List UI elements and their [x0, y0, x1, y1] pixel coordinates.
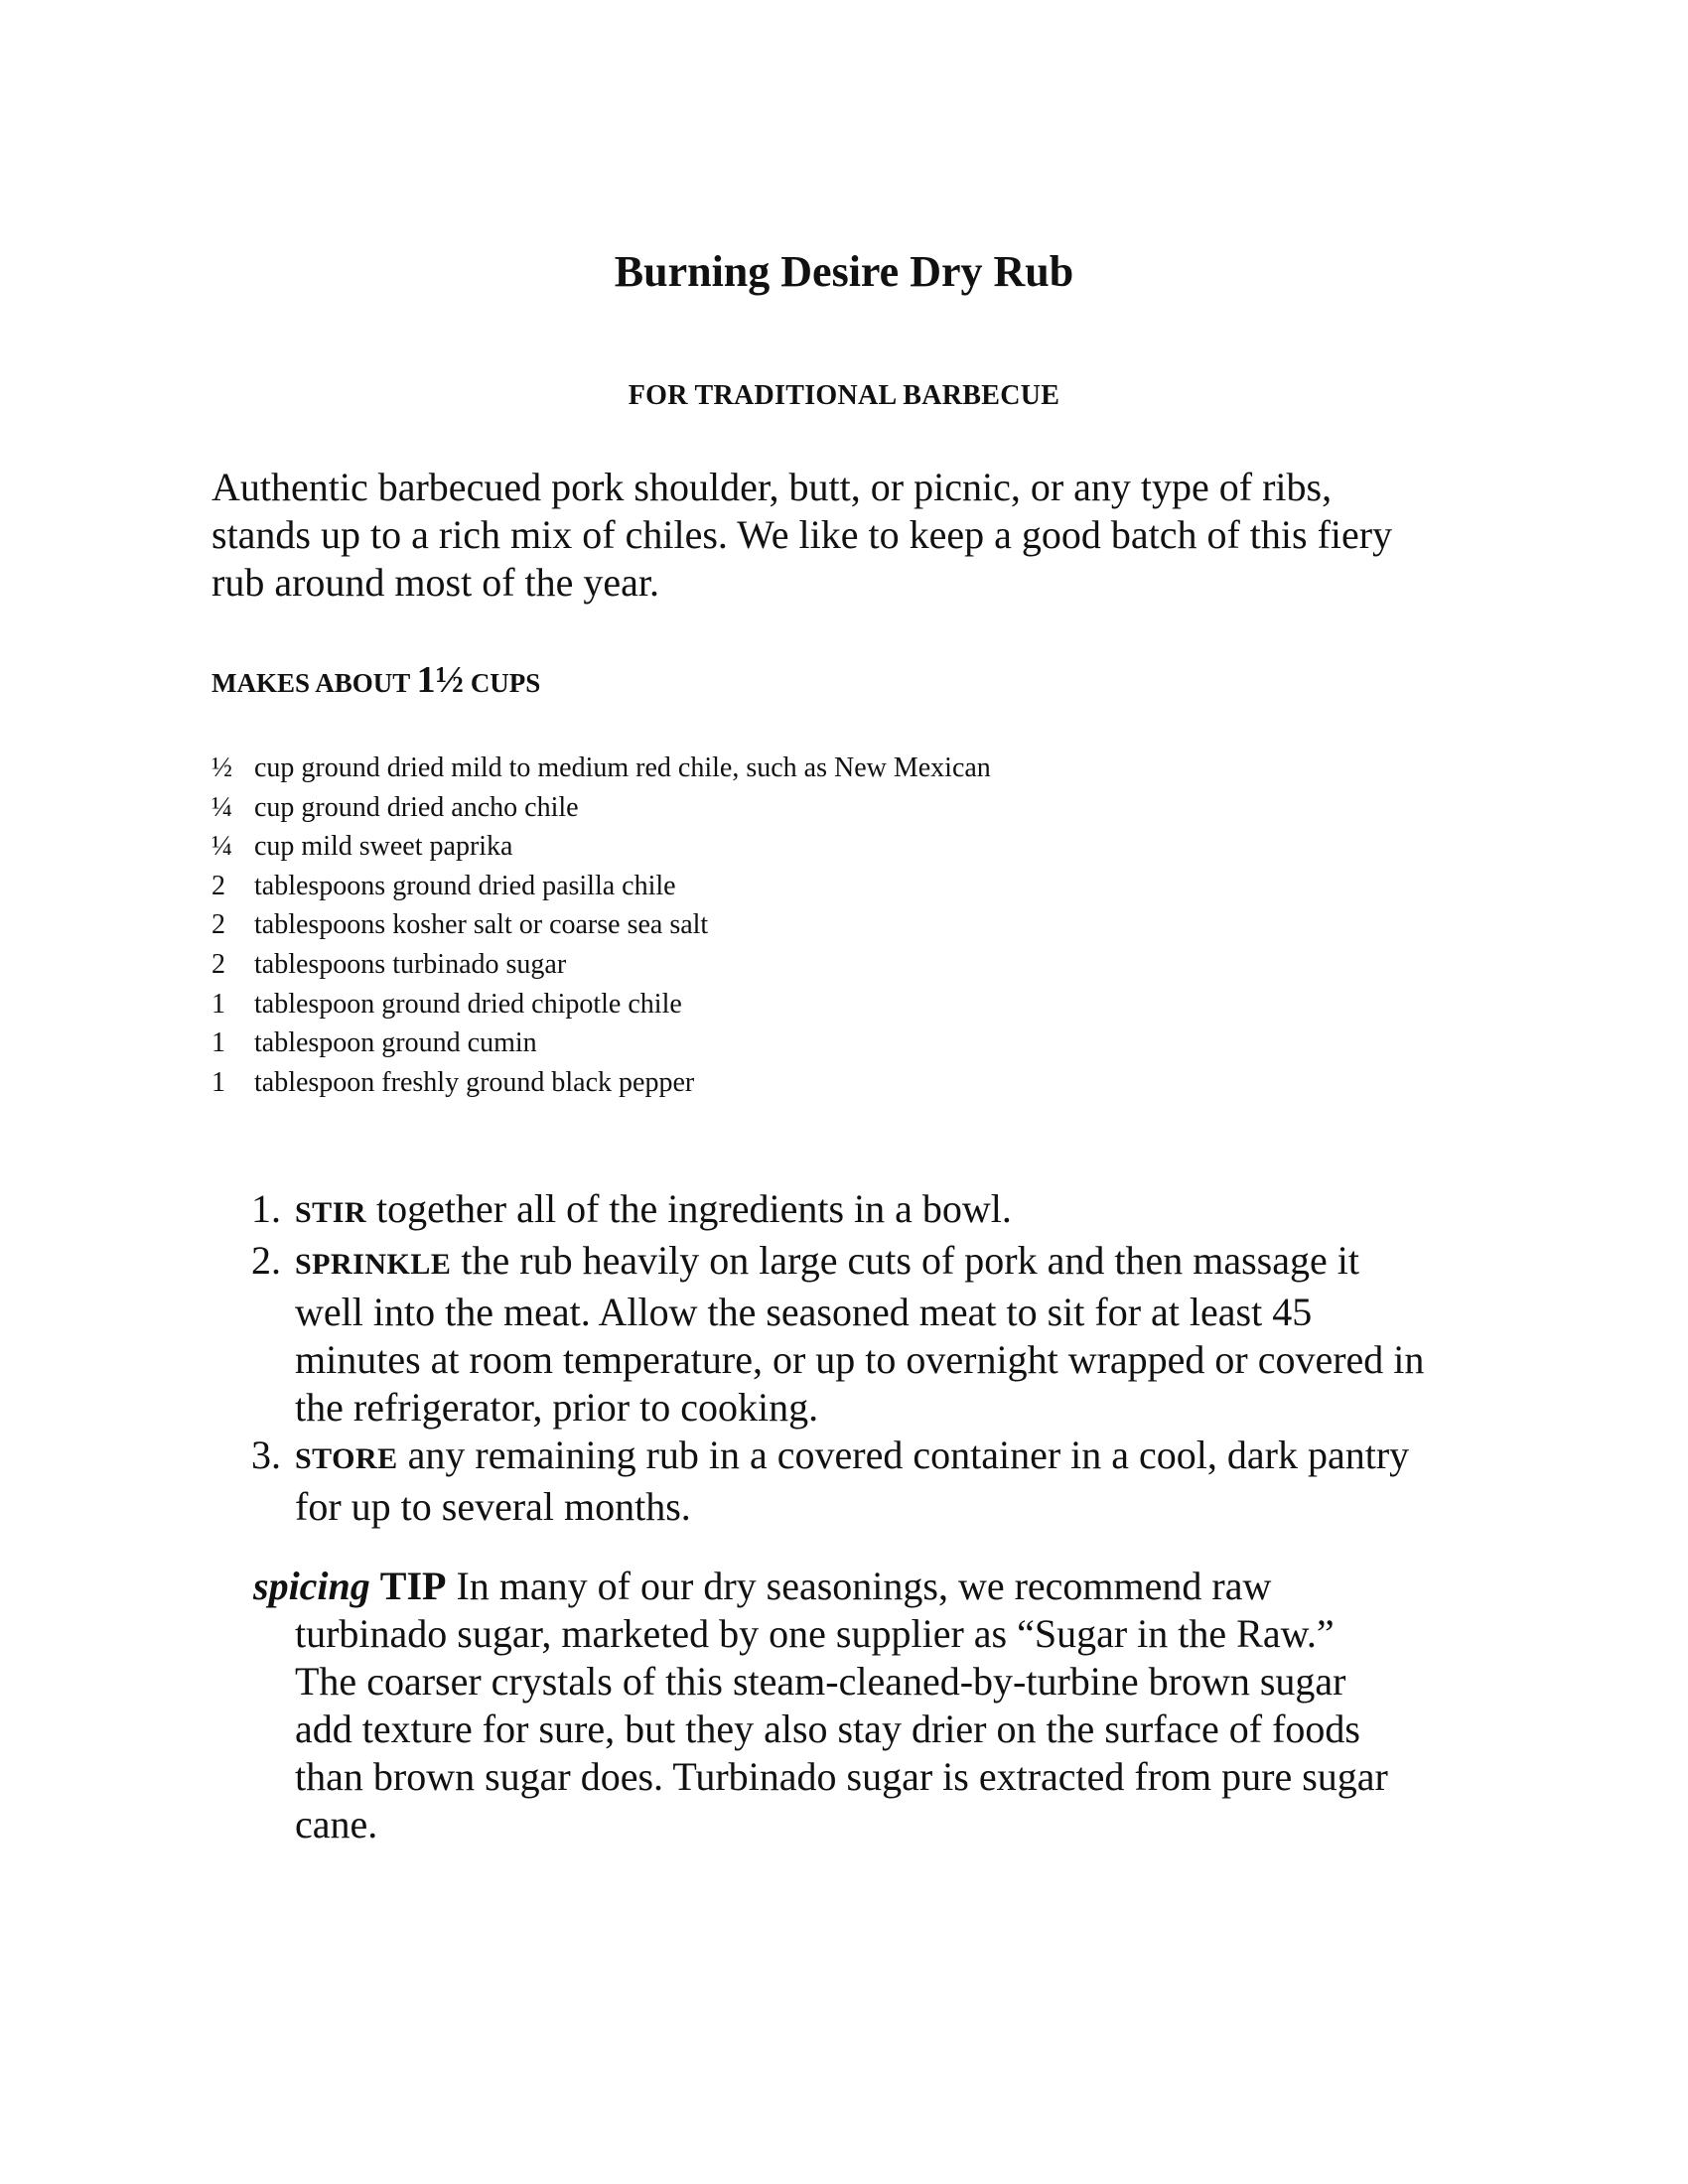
ingredient-item — [211, 1063, 991, 1103]
ingredient-qty: 2 — [211, 870, 225, 901]
ingredient-text: cup ground dried ancho chile — [254, 791, 579, 823]
ingredient-text: cup mild sweet paprika — [254, 831, 513, 863]
step-line — [295, 1432, 1409, 1483]
recipe-yield — [211, 658, 540, 705]
tip-word: spicing — [253, 1564, 370, 1608]
step-line — [295, 1185, 1012, 1237]
step-verb: SPRINKLE — [295, 1248, 452, 1281]
step-line: the refrigerator, prior to cooking. — [295, 1385, 819, 1430]
step-number: 3. — [251, 1433, 281, 1477]
yield-prefix: MAKES ABOUT — [211, 668, 410, 698]
step-text: together all of the ingredients in a bowl. — [376, 1186, 1012, 1231]
step-line — [295, 1237, 1424, 1289]
step-text: the rub heavily on large cuts of pork and then massage it — [461, 1238, 1359, 1283]
ingredient-item — [211, 788, 991, 828]
ingredient-qty: ½ — [211, 752, 232, 783]
tip-text: In many of our dry seasonings, we recommend raw — [456, 1564, 1272, 1608]
ingredient-text: tablespoon ground dried chipotle chile — [254, 988, 682, 1020]
step-line: for up to several months. — [295, 1484, 691, 1529]
ingredient-qty: 2 — [211, 948, 225, 980]
tip-label: TIP — [379, 1564, 447, 1608]
tip-line: add texture for sure, but they also stay drier on the surface of foods — [295, 1706, 1360, 1751]
intro-line: rub around most of the year. — [211, 560, 659, 605]
recipe-intro — [211, 464, 1502, 607]
ingredient-text: cup ground dried mild to medium red chile, such as New Mexican — [254, 752, 991, 783]
recipe-title: Burning Desire Dry Rub — [614, 247, 1074, 296]
tip-line: than brown sugar does. Turbinado sugar is extracted from pure sugar — [295, 1754, 1388, 1799]
ingredient-list — [211, 749, 991, 1102]
step-verb: STORE — [295, 1442, 398, 1475]
ingredient-text: tablespoons turbinado sugar — [254, 948, 567, 980]
ingredient-item — [211, 749, 991, 788]
ingredient-item — [211, 867, 991, 906]
step-number: 2. — [251, 1238, 281, 1283]
step-body — [295, 1432, 1409, 1531]
tip-line: The coarser crystals of this steam-cleaned-by-turbine brown sugar — [295, 1659, 1346, 1704]
method-steps — [251, 1185, 1502, 1531]
step-item — [251, 1432, 1502, 1531]
step-line: minutes at room temperature, or up to overnight wrapped or covered in — [295, 1337, 1425, 1382]
step-item — [251, 1237, 1502, 1432]
ingredient-item — [211, 827, 991, 867]
tip-line — [253, 1563, 1504, 1610]
yield-amount: 1½ — [416, 659, 465, 701]
spicing-tip — [253, 1563, 1504, 1848]
ingredient-qty: 1 — [211, 988, 225, 1020]
ingredient-text: tablespoons ground dried pasilla chile — [254, 870, 676, 901]
step-line: well into the meat. Allow the seasoned meat to sit for at least 45 — [295, 1290, 1313, 1334]
ingredient-qty: 2 — [211, 909, 225, 941]
recipe-subtitle: FOR TRADITIONAL BARBECUE — [628, 380, 1060, 411]
intro-line: stands up to a rich mix of chiles. We like to keep a good batch of this fiery — [211, 512, 1393, 557]
step-body — [295, 1185, 1012, 1237]
step-number: 1. — [251, 1186, 281, 1231]
tip-line: turbinado sugar, marketed by one supplier as “Sugar in the Raw.” — [295, 1611, 1335, 1656]
tip-line: cane. — [295, 1802, 378, 1846]
ingredient-qty: 1 — [211, 1066, 225, 1098]
step-body — [295, 1237, 1424, 1432]
ingredient-item — [211, 905, 991, 945]
step-verb: STIR — [295, 1196, 367, 1229]
ingredient-qty: ¼ — [211, 831, 232, 863]
ingredient-qty: 1 — [211, 1027, 225, 1059]
ingredient-text: tablespoons kosher salt or coarse sea salt — [254, 909, 709, 941]
intro-line: Authentic barbecued pork shoulder, butt, or picnic, or any type of ribs, — [211, 465, 1333, 509]
ingredient-item — [211, 1024, 991, 1063]
ingredient-text: tablespoon ground cumin — [254, 1027, 537, 1059]
step-text: any remaining rub in a covered container in a cool, dark pantry — [407, 1433, 1410, 1477]
yield-suffix: CUPS — [470, 668, 541, 698]
ingredient-item — [211, 945, 991, 985]
ingredient-text: tablespoon freshly ground black pepper — [254, 1066, 695, 1098]
ingredient-item — [211, 985, 991, 1024]
step-item — [251, 1185, 1502, 1237]
ingredient-qty: ¼ — [211, 791, 232, 823]
